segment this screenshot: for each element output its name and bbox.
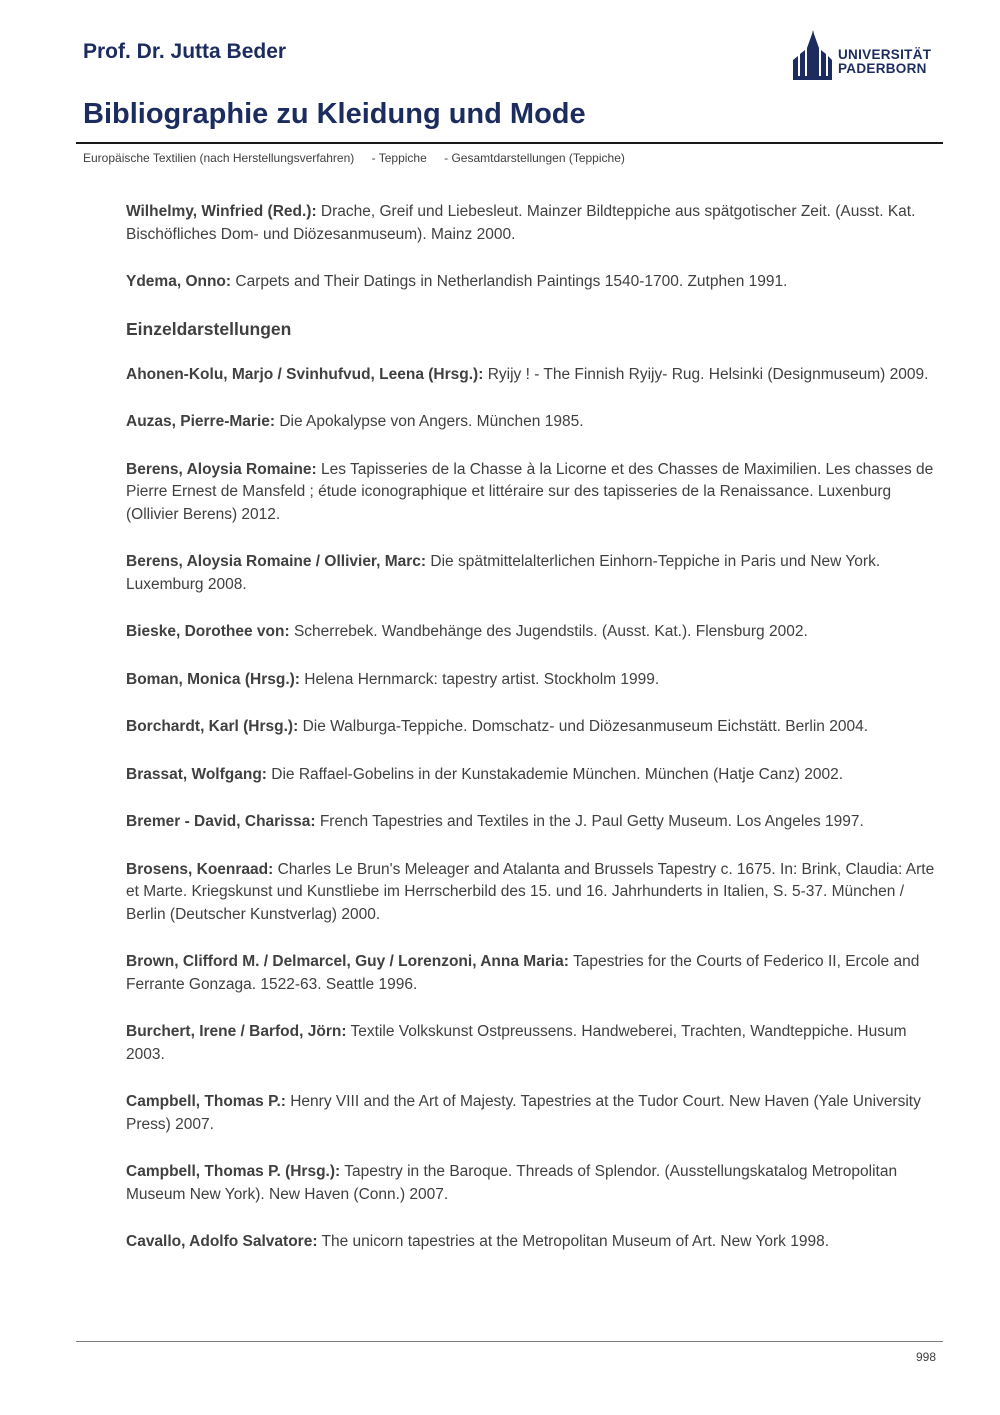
entry-text: Les Tapisseries de la Chasse à la Licorne et des Chasses de Maximilien. Les chasses de Pierre Ernest de Mansfeld ; étude iconographique et littéraire sur des tapisseries de la Renaissance. Luxenburg (Ollivier Berens) 2012. — [126, 460, 934, 523]
university-logo-icon — [793, 30, 833, 82]
entry-author: Wilhelmy, Winfried (Red.): — [126, 203, 317, 220]
logo-line-1: UNIVERSITÄT — [838, 47, 932, 62]
bibliography-entry — [126, 364, 936, 387]
entry-author: Campbell, Thomas P. (Hrsg.): — [126, 1163, 341, 1180]
entry-text: Textile Volkskunst Ostpreussens. Handweberei, Trachten, Wandteppiche. Husum 2003. — [126, 1023, 907, 1063]
bibliography-entry — [126, 764, 936, 787]
bibliography-entry — [126, 1231, 936, 1254]
entry-text: The unicorn tapestries at the Metropolitan Museum of Art. New York 1998. — [321, 1233, 829, 1250]
entry-author: Auzas, Pierre-Marie: — [126, 413, 276, 430]
page-title: Bibliographie zu Kleidung und Mode — [83, 98, 586, 130]
entry-text: Die Raffael-Gobelins in der Kunstakademie München. München (Hatje Canz) 2002. — [271, 765, 844, 783]
bibliography-entry — [126, 551, 936, 596]
header-divider — [76, 142, 943, 144]
entry-text: Tapestries for the Courts of Federico II, Ercole and Ferrante Gonzaga. 1522-63. Seattle 1996. — [126, 953, 920, 993]
entry-text: Die Walburga-Teppiche. Domschatz- und Diözesanmuseum Eichstätt. Berlin 2004. — [302, 718, 869, 735]
entry-author: Cavallo, Adolfo Salvatore: — [126, 1233, 318, 1250]
bibliography-entry — [126, 951, 936, 996]
entry-text: Scherrebek. Wandbehänge des Jugendstils. (Ausst. Kat.). Flensburg 2002. — [293, 623, 808, 640]
breadcrumb-item: Europäische Textilien (nach Herstellungsverfahren) — [83, 151, 355, 165]
entry-text: Tapestry in the Baroque. Threads of Splendor. (Ausstellungskatalog Metropolitan Museum New York). New Haven (Conn.) 2007. — [126, 1163, 898, 1203]
entry-author: Bremer - David, Charissa: — [126, 813, 316, 830]
bibliography-entry — [126, 621, 936, 644]
entry-text: Die Apokalypse von Angers. München 1985. — [279, 413, 584, 430]
entry-text: Henry VIII and the Art of Majesty. Tapestries at the Tudor Court. New Haven (Yale University Press) 2007. — [126, 1093, 921, 1133]
entry-author: Bieske, Dorothee von: — [126, 623, 290, 640]
entry-author: Ahonen-Kolu, Marjo / Svinhufvud, Leena (Hrsg.): — [126, 365, 484, 383]
entry-text: Drache, Greif und Liebesleut. Mainzer Bildteppiche aus spätgotischer Zeit. (Ausst. Kat. Bischöfliches Dom- und Diözesanmuseum). Mainz 2000. — [126, 203, 916, 243]
bibliography-content — [126, 201, 936, 1279]
entry-text: French Tapestries and Textiles in the J. Paul Getty Museum. Los Angeles 1997. — [319, 813, 864, 830]
bibliography-entry — [126, 1161, 936, 1206]
breadcrumb — [83, 151, 639, 165]
entry-author: Boman, Monica (Hrsg.): — [126, 670, 300, 688]
entry-text: Die spätmittelalterlichen Einhorn-Teppiche in Paris und New York. Luxemburg 2008. — [126, 553, 881, 593]
bibliography-entry — [126, 459, 936, 527]
entry-text: Carpets and Their Datings in Netherlandish Paintings 1540-1700. Zutphen 1991. — [235, 273, 788, 290]
page-number: 998 — [915, 1350, 936, 1364]
bibliography-entry — [126, 859, 936, 927]
entry-author: Brosens, Koenraad: — [126, 860, 274, 878]
bibliography-entry — [126, 271, 936, 294]
entry-text: Helena Hernmarck: tapestry artist. Stockholm 1999. — [304, 670, 660, 688]
section-heading: Einzeldarstellungen — [126, 318, 292, 339]
entry-author: Burchert, Irene / Barfod, Jörn: — [126, 1023, 347, 1040]
bibliography-entry — [126, 411, 936, 434]
bibliography-entry — [126, 1091, 936, 1136]
entry-author: Berens, Aloysia Romaine: — [126, 460, 317, 478]
bibliography-entry — [126, 201, 936, 246]
entry-author: Borchardt, Karl (Hrsg.): — [126, 718, 299, 735]
bibliography-entry — [126, 1021, 936, 1066]
breadcrumb-item: - Teppiche — [371, 151, 427, 165]
entry-text: Charles Le Brun's Meleager and Atalanta and Brussels Tapestry c. 1675. In: Brink, Claudia: Arte et Marte. Kriegskunst und Kunstliebe im Herrscherbild des 15. und 16. Jahrhunderts in Italien, S. 5-37. München / Berlin (Deutscher Kunstverlag) 2000. — [126, 860, 935, 923]
entry-author: Brown, Clifford M. / Delmarcel, Guy / Lorenzoni, Anna Maria: — [126, 953, 569, 970]
author-name: Prof. Dr. Jutta Beder — [83, 40, 287, 63]
bibliography-entry — [126, 669, 936, 692]
university-logo-text — [838, 48, 931, 76]
entry-author: Ydema, Onno: — [126, 273, 232, 290]
bibliography-entry — [126, 716, 936, 739]
breadcrumb-item: - Gesamtdarstellungen (Teppiche) — [444, 151, 625, 165]
university-logo — [793, 30, 943, 82]
logo-line-2: PADERBORN — [838, 61, 927, 76]
entry-author: Berens, Aloysia Romaine / Ollivier, Marc: — [126, 553, 427, 570]
entry-text: Ryijy ! - The Finnish Ryijy- Rug. Helsinki (Designmuseum) 2009. — [487, 365, 929, 383]
entry-author: Campbell, Thomas P.: — [126, 1093, 286, 1110]
entry-author: Brassat, Wolfgang: — [126, 765, 267, 783]
footer-divider — [76, 1341, 943, 1342]
bibliography-entry — [126, 811, 936, 834]
